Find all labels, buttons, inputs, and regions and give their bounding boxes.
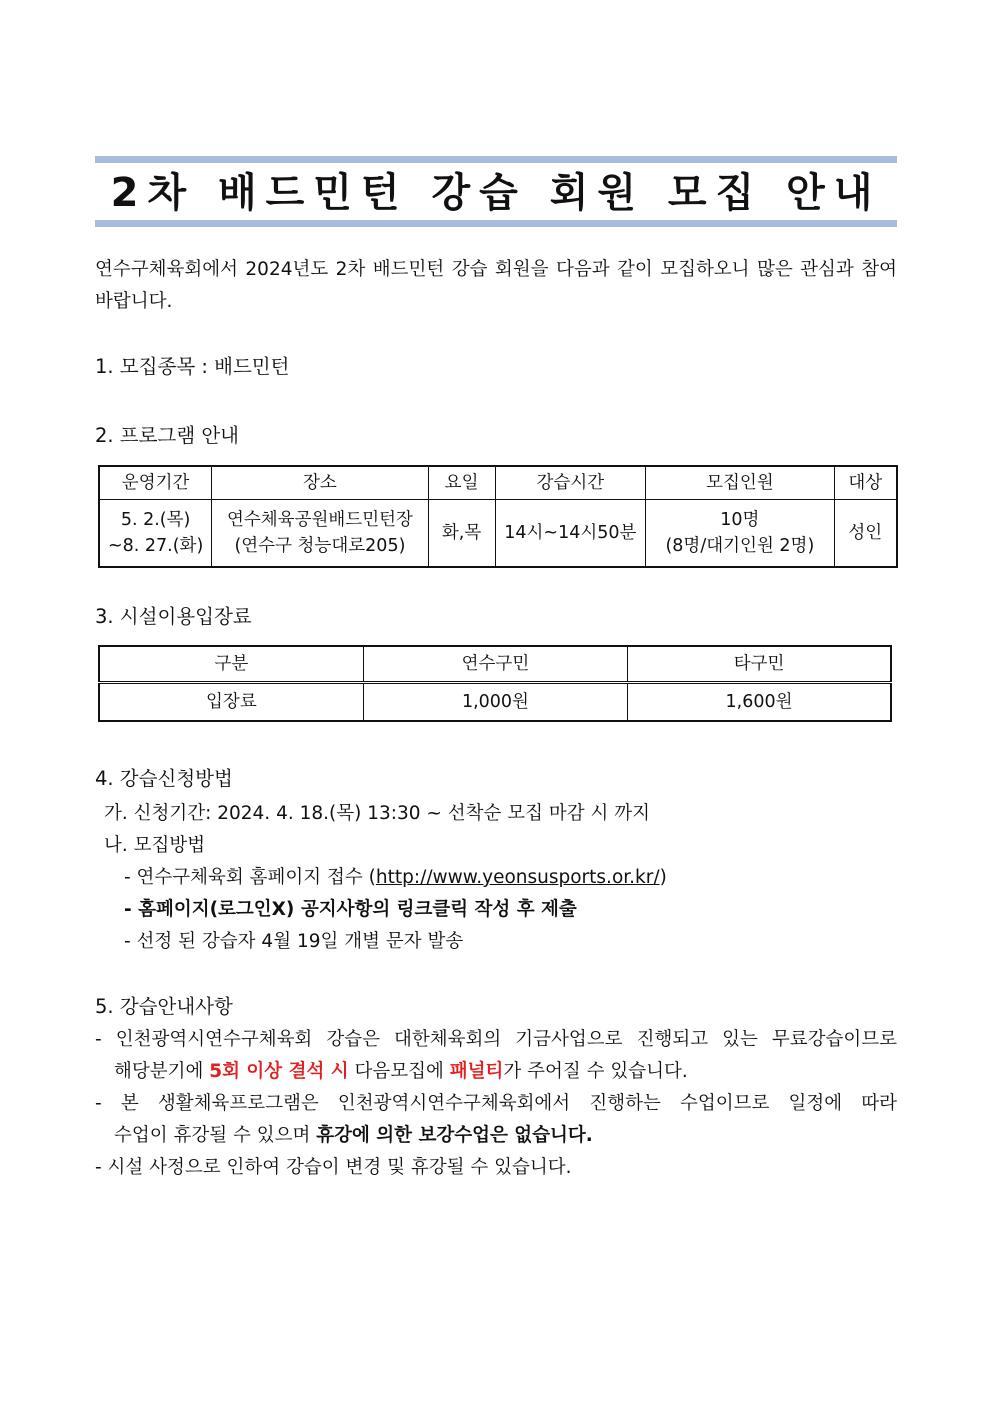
header-quota: 모집인원 (646, 466, 834, 500)
notice-1-line2: 해당분기에 5회 이상 결석 시 다음모집에 패널티가 주어질 수 있습니다. (114, 1061, 688, 1082)
table-row (99, 500, 897, 568)
header-resident: 연수구민 (363, 646, 627, 683)
method-item-homepage: - 연수구체육회 홈페이지 접수 (http://www.yeonsusports.or.kr/) (124, 867, 667, 888)
notice-2-line1: - 본 생활체육프로그램은 인천광역시연수구체육회에서 진행하는 수업이므로 일정에 따라 (95, 1093, 897, 1114)
table-row (99, 683, 891, 722)
cell-time: 14시~14시50분 (495, 500, 646, 568)
cell-fee-nonresident: 1,600원 (628, 683, 891, 722)
method-item-sms: - 선정 된 강습자 4월 19일 개별 문자 발송 (124, 931, 464, 952)
header-days: 요일 (428, 466, 495, 500)
section1-heading: 1. 모집종목 : 배드민턴 (95, 355, 290, 378)
application-period: 가. 신청기간: 2024. 4. 18.(목) 13:30 ~ 선착순 모집 마감 시 까지 (104, 803, 651, 824)
header-category: 구분 (99, 646, 363, 683)
notice-3: - 시설 사정으로 인하여 강습이 변경 및 휴강될 수 있습니다. (95, 1157, 572, 1178)
header-target: 대상 (834, 466, 897, 500)
page-title: 2차 배드민턴 강습 회원 모집 안내 (110, 170, 882, 216)
cell-days: 화,목 (428, 500, 495, 568)
absence-warning: 5회 이상 결석 시 (209, 1061, 349, 1082)
header-time: 강습시간 (495, 466, 646, 500)
homepage-link[interactable]: http://www.yeonsusports.or.kr/ (375, 867, 660, 888)
title-bottom-bar (95, 220, 897, 227)
intro-paragraph: 연수구체육회에서 2024년도 2차 배드민턴 강습 회원을 다음과 같이 모집하오니 많은 관심과 참여 바랍니다. (95, 259, 897, 312)
notice-1-line1: - 인천광역시연수구체육회 강습은 대한체육회의 기금사업으로 진행되고 있는 무료강습이므로 (95, 1029, 897, 1050)
cell-fee-resident: 1,000원 (363, 683, 627, 722)
section5-heading: 5. 강습안내사항 (95, 995, 233, 1018)
header-nonresident: 타구민 (628, 646, 891, 683)
section3-heading: 3. 시설이용입장료 (95, 605, 252, 628)
cell-quota: 10명 (8명/대기인원 2명) (646, 500, 834, 568)
section2-heading: 2. 프로그램 안내 (95, 424, 240, 447)
header-period: 운영기간 (99, 466, 212, 500)
cell-period: 5. 2.(목) ~8. 27.(화) (99, 500, 212, 568)
fee-table (98, 645, 892, 722)
cell-target: 성인 (834, 500, 897, 568)
method-label: 나. 모집방법 (104, 835, 206, 856)
header-place: 장소 (212, 466, 428, 500)
no-makeup-notice: 휴강에 의한 보강수업은 없습니다. (316, 1125, 593, 1146)
cell-place: 연수체육공원배드민턴장 (연수구 청능대로205) (212, 500, 428, 568)
notice-list (95, 1024, 897, 1184)
notice-2-line2: 수업이 휴강될 수 있으며 휴강에 의한 보강수업은 없습니다. (114, 1125, 593, 1146)
penalty-warning: 패널티 (449, 1061, 504, 1082)
method-item-notice: - 홈페이지(로그인X) 공지사항의 링크클릭 작성 후 제출 (124, 899, 577, 920)
section4-heading: 4. 강습신청방법 (95, 767, 233, 790)
program-table (98, 465, 898, 568)
cell-fee-label: 입장료 (99, 683, 363, 722)
title-top-bar (95, 156, 897, 163)
